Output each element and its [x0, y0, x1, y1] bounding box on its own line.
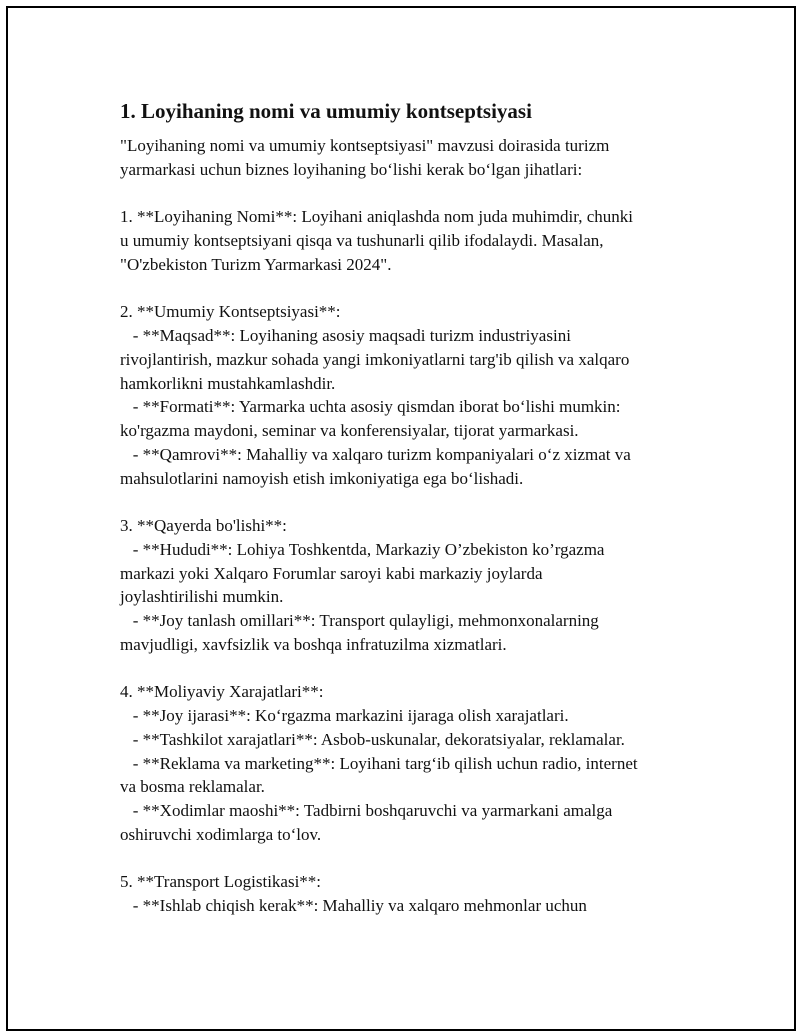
text-line: "O'zbekiston Turizm Yarmarkasi 2024". [120, 254, 392, 274]
text-line: 5. **Transport Logistikasi**: [120, 872, 322, 892]
blank-line [120, 490, 700, 514]
document-content [120, 98, 700, 918]
text-line: u umumiy kontseptsiyani qisqa va tushunarli qilib ifodalaydi. Masalan, [120, 231, 604, 250]
text-line: rivojlantirish, mazkur sohada yangi imkoniyatlarni targ'ib qilish va xalqaro [120, 349, 630, 369]
text-line: va bosma reklamalar. [120, 777, 265, 797]
text-line: "Loyihaning nomi va umumiy kontseptsiyasi" mavzusi doirasida turizm [120, 136, 610, 155]
text-line: 2. **Umumiy Kontseptsiyasi**: [120, 302, 341, 322]
text-line: - **Ishlab chiqish kerak**: Mahalliy va xalqaro mehmonlar uchun [120, 896, 587, 915]
blank-line [120, 657, 700, 681]
text-line: - **Joy tanlash omillari**: Transport qulayligi, mehmonxonalarning [120, 611, 599, 630]
text-line: 4. **Moliyaviy Xarajatlari**: [120, 682, 324, 702]
text-line: yarmarkasi uchun biznes loyihaning bo‘lishi kerak bo‘lgan jihatlari: [120, 159, 583, 179]
document-body [120, 134, 700, 918]
text-line: - **Joy ijarasi**: Ko‘rgazma markazini ijaraga olish xarajatlari. [120, 706, 569, 725]
text-line: - **Maqsad**: Loyihaning asosiy maqsadi turizm industriyasini [120, 326, 571, 345]
page-frame [6, 6, 796, 1031]
text-line: - **Hududi**: Lohiya Toshkentda, Markaziy O’zbekiston ko’rgazma [120, 539, 605, 559]
blank-line [120, 182, 700, 206]
text-line: 1. **Loyihaning Nomi**: Loyihani aniqlashda nom juda muhimdir, chunki [120, 207, 634, 227]
text-line: hamkorlikni mustahkamlashdir. [120, 373, 336, 393]
text-line: - **Tashkilot xarajatlari**: Asbob-uskunalar, dekoratsiyalar, reklamalar. [120, 729, 625, 749]
text-line: - **Qamrovi**: Mahalliy va xalqaro turizm kompaniyalari o‘z xizmat va [120, 444, 631, 464]
text-line: - **Formati**: Yarmarka uchta asosiy qismdan iborat bo‘lishi mumkin: [120, 397, 621, 417]
blank-line [120, 277, 700, 301]
text-line: joylashtirilishi mumkin. [120, 587, 284, 607]
blank-line [120, 847, 700, 871]
text-line: oshiruvchi xodimlarga to‘lov. [120, 824, 322, 844]
text-line: - **Reklama va marketing**: Loyihani targ‘ib qilish uchun radio, internet [120, 753, 638, 773]
text-line: - **Xodimlar maoshi**: Tadbirni boshqaruvchi va yarmarkani amalga [120, 801, 613, 820]
text-line: 3. **Qayerda bo'lishi**: [120, 516, 287, 535]
text-line: ko'rgazma maydoni, seminar va konferensiyalar, tijorat yarmarkasi. [120, 421, 579, 440]
text-line: mahsulotlarini namoyish etish imkoniyatiga ega bo‘lishadi. [120, 468, 524, 488]
text-line: markazi yoki Xalqaro Forumlar saroyi kabi markaziy joylarda [120, 563, 543, 583]
text-line: mavjudligi, xavfsizlik va boshqa infratuzilma xizmatlari. [120, 634, 507, 654]
section-heading: 1. Loyihaning nomi va umumiy kontseptsiyasi [120, 99, 532, 123]
